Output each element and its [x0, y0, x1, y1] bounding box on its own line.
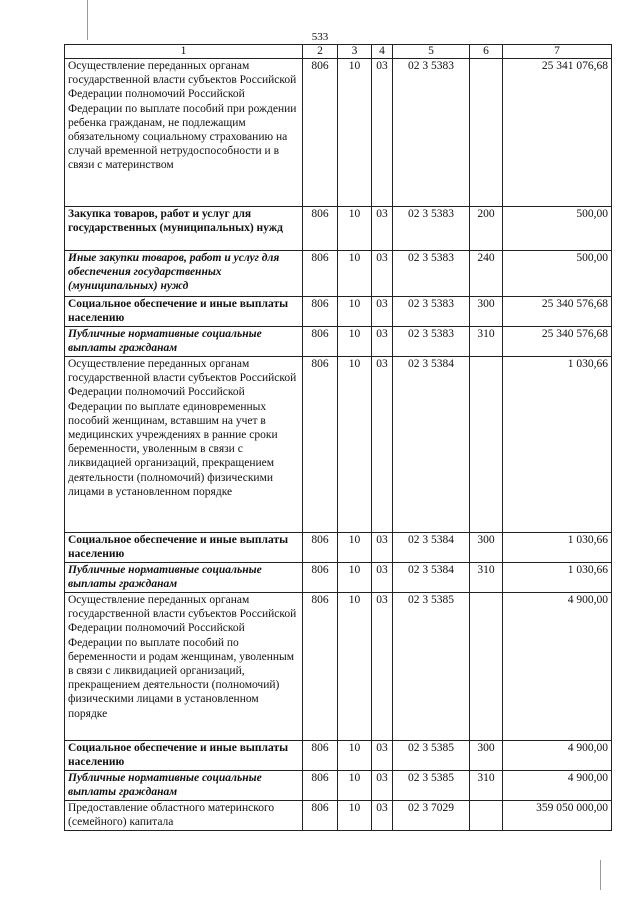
row-subsection-cell: 03	[372, 741, 393, 771]
row-subsection-cell: 03	[372, 771, 393, 801]
row-section-cell: 10	[338, 771, 372, 801]
row-subsection-cell: 03	[372, 357, 393, 533]
row-subsection-cell: 03	[372, 801, 393, 831]
row-name-cell: Социальное обеспечение и иные выплаты населению	[65, 533, 303, 563]
table-row	[65, 297, 612, 327]
row-expense-type-cell: 310	[470, 327, 503, 357]
column-header-4: 4	[372, 45, 393, 59]
row-subsection-cell: 03	[372, 59, 393, 207]
row-target-article-cell: 02 3 5383	[393, 327, 470, 357]
table-body	[65, 59, 612, 831]
row-subsection-cell: 03	[372, 327, 393, 357]
row-name-cell: Публичные нормативные социальные выплаты гражданам	[65, 771, 303, 801]
table-row	[65, 533, 612, 563]
row-target-article-cell: 02 3 5384	[393, 563, 470, 593]
row-name-cell: Осуществление переданных органам государственной власти субъектов Российской Федерации полномочий Российской Федерации по выплате пособий при рождении ребенка гражданам, не подлежащим обязательному социальному страхованию на случай временной нетрудоспособности и в связи с материнством	[65, 59, 303, 207]
table-row	[65, 59, 612, 207]
row-section-cell: 10	[338, 357, 372, 533]
row-expense-type-cell: 200	[470, 207, 503, 251]
scan-artifact-left	[87, 0, 88, 40]
row-name-cell: Публичные нормативные социальные выплаты гражданам	[65, 563, 303, 593]
row-code-cell: 806	[303, 741, 338, 771]
table-row	[65, 357, 612, 533]
column-header-1: 1	[65, 45, 303, 59]
row-expense-type-cell: 310	[470, 563, 503, 593]
row-expense-type-cell	[470, 593, 503, 741]
row-subsection-cell: 03	[372, 533, 393, 563]
row-amount-cell: 25 341 076,68	[503, 59, 612, 207]
row-amount-cell: 359 050 000,00	[503, 801, 612, 831]
column-header-3: 3	[338, 45, 372, 59]
row-target-article-cell: 02 3 5385	[393, 593, 470, 741]
row-target-article-cell: 02 3 5383	[393, 207, 470, 251]
column-header-5: 5	[393, 45, 470, 59]
row-target-article-cell: 02 3 5383	[393, 297, 470, 327]
row-code-cell: 806	[303, 327, 338, 357]
row-code-cell: 806	[303, 357, 338, 533]
row-expense-type-cell: 310	[470, 771, 503, 801]
row-section-cell: 10	[338, 593, 372, 741]
row-target-article-cell: 02 3 5384	[393, 357, 470, 533]
row-section-cell: 10	[338, 297, 372, 327]
row-name-cell: Осуществление переданных органам государственной власти субъектов Российской Федерации полномочий Российской Федерации по выплате единовременных пособий женщинам, вставшим на учет в медицинских учреждениях в ранние сроки беременности, уволенным в связи с ликвидацией организаций, прекращением деятельности (полномочий) физическими лицами в установленном порядке	[65, 357, 303, 533]
row-code-cell: 806	[303, 801, 338, 831]
row-amount-cell: 4 900,00	[503, 593, 612, 741]
row-amount-cell: 4 900,00	[503, 771, 612, 801]
table-row	[65, 563, 612, 593]
table-row	[65, 771, 612, 801]
row-code-cell: 806	[303, 207, 338, 251]
row-name-cell: Осуществление переданных органам государственной власти субъектов Российской Федерации полномочий Российской Федерации по выплате пособий по беременности и родам женщинам, уволенным в связи с ликвидацией организаций, прекращением деятельности (полномочий) физическими лицами в установленном порядке	[65, 593, 303, 741]
row-expense-type-cell: 240	[470, 251, 503, 297]
row-subsection-cell: 03	[372, 207, 393, 251]
column-numbers-row	[65, 45, 612, 59]
row-subsection-cell: 03	[372, 563, 393, 593]
row-subsection-cell: 03	[372, 251, 393, 297]
row-subsection-cell: 03	[372, 297, 393, 327]
row-name-cell: Иные закупки товаров, работ и услуг для обеспечения государственных (муниципальных) нужд	[65, 251, 303, 297]
table-row	[65, 741, 612, 771]
row-target-article-cell: 02 3 5384	[393, 533, 470, 563]
row-amount-cell: 1 030,66	[503, 357, 612, 533]
row-amount-cell: 25 340 576,68	[503, 297, 612, 327]
row-expense-type-cell: 300	[470, 533, 503, 563]
row-expense-type-cell: 300	[470, 741, 503, 771]
table-row	[65, 207, 612, 251]
row-section-cell: 10	[338, 741, 372, 771]
column-header-2: 2	[303, 45, 338, 59]
row-code-cell: 806	[303, 593, 338, 741]
row-section-cell: 10	[338, 533, 372, 563]
row-name-cell: Закупка товаров, работ и услуг для государственных (муниципальных) нужд	[65, 207, 303, 251]
row-code-cell: 806	[303, 563, 338, 593]
row-amount-cell: 4 900,00	[503, 741, 612, 771]
row-expense-type-cell	[470, 357, 503, 533]
row-section-cell: 10	[338, 59, 372, 207]
row-name-cell: Предоставление областного материнского (семейного) капитала	[65, 801, 303, 831]
row-code-cell: 806	[303, 771, 338, 801]
row-name-cell: Социальное обеспечение и иные выплаты населению	[65, 297, 303, 327]
table-row	[65, 801, 612, 831]
scan-artifact-right	[600, 860, 601, 890]
row-amount-cell: 1 030,66	[503, 563, 612, 593]
row-section-cell: 10	[338, 327, 372, 357]
table-row	[65, 251, 612, 297]
row-target-article-cell: 02 3 5385	[393, 771, 470, 801]
row-target-article-cell: 02 3 5383	[393, 59, 470, 207]
row-amount-cell: 500,00	[503, 207, 612, 251]
row-code-cell: 806	[303, 251, 338, 297]
row-amount-cell: 500,00	[503, 251, 612, 297]
row-code-cell: 806	[303, 533, 338, 563]
table-row	[65, 593, 612, 741]
row-section-cell: 10	[338, 563, 372, 593]
row-target-article-cell: 02 3 5383	[393, 251, 470, 297]
row-expense-type-cell	[470, 59, 503, 207]
row-name-cell: Публичные нормативные социальные выплаты гражданам	[65, 327, 303, 357]
row-subsection-cell: 03	[372, 593, 393, 741]
row-code-cell: 806	[303, 59, 338, 207]
row-amount-cell: 25 340 576,68	[503, 327, 612, 357]
row-name-cell: Социальное обеспечение и иные выплаты населению	[65, 741, 303, 771]
row-section-cell: 10	[338, 251, 372, 297]
page-number: 533	[311, 31, 329, 43]
row-section-cell: 10	[338, 207, 372, 251]
row-target-article-cell: 02 3 7029	[393, 801, 470, 831]
table-row	[65, 327, 612, 357]
row-expense-type-cell: 300	[470, 297, 503, 327]
budget-table	[64, 44, 612, 831]
column-header-6: 6	[470, 45, 503, 59]
row-target-article-cell: 02 3 5385	[393, 741, 470, 771]
row-amount-cell: 1 030,66	[503, 533, 612, 563]
column-header-7: 7	[503, 45, 612, 59]
row-code-cell: 806	[303, 297, 338, 327]
row-expense-type-cell	[470, 801, 503, 831]
row-section-cell: 10	[338, 801, 372, 831]
